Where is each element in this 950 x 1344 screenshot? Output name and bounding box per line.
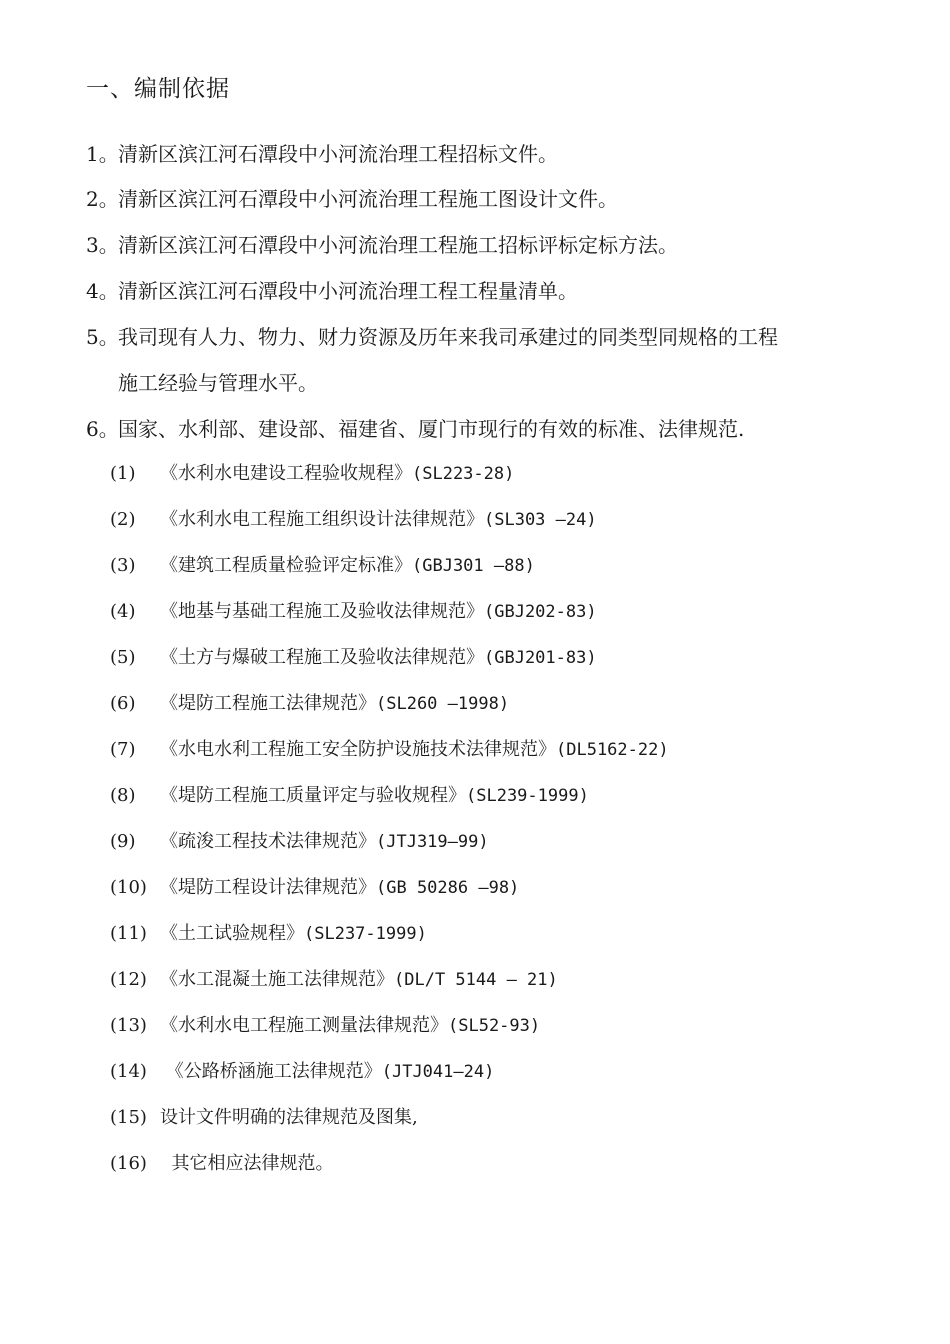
standard-item <box>110 600 597 624</box>
standard-item <box>110 1106 418 1130</box>
basis-item-5 <box>86 324 778 350</box>
standard-code: (JTJ041—24) <box>381 1062 495 1082</box>
item-number: 6。 <box>86 417 119 441</box>
item-number: 4。 <box>86 279 119 303</box>
standard-number: (2) <box>110 509 136 530</box>
standard-item <box>110 1014 540 1038</box>
item-number: 5。 <box>86 325 119 349</box>
standard-number: (9) <box>110 831 136 852</box>
standard-item <box>110 1060 494 1084</box>
standard-number: (6) <box>110 693 136 714</box>
standard-number: (4) <box>110 601 136 622</box>
standard-code: (GB 50286 —98) <box>376 878 520 898</box>
standard-title: 《水工混凝土施工法律规范》 <box>160 969 394 990</box>
item-text: 清新区滨江河石潭段中小河流治理工程施工招标评标定标方法。 <box>118 233 678 257</box>
standard-item <box>110 738 669 762</box>
item-text: 清新区滨江河石潭段中小河流治理工程工程量清单。 <box>118 279 578 303</box>
standard-code: (SL260 —1998) <box>376 694 510 714</box>
basis-item-4 <box>86 278 578 304</box>
standard-code: (GBJ301 —88) <box>412 556 535 576</box>
standard-code: (GBJ201-83) <box>484 648 597 668</box>
standard-item <box>110 830 489 854</box>
standard-number: (3) <box>110 555 136 576</box>
standard-title: 《水利水电工程施工组织设计法律规范》 <box>160 509 484 530</box>
item-number: 3。 <box>86 233 119 257</box>
basis-item-2 <box>86 186 618 212</box>
standard-code: (GBJ202-83) <box>484 602 597 622</box>
item-text: 清新区滨江河石潭段中小河流治理工程施工图设计文件。 <box>118 187 618 211</box>
standard-title: 《堤防工程设计法律规范》 <box>160 877 376 898</box>
standard-item <box>110 876 519 900</box>
standard-title: 《土工试验规程》 <box>160 923 304 944</box>
standard-number: (15) <box>110 1107 147 1128</box>
standard-code: (SL52-93) <box>448 1016 541 1036</box>
basis-item-6 <box>86 416 744 442</box>
standard-title: 其它相应法律规范。 <box>160 1153 334 1174</box>
standard-code: (DL/T 5144 — 21) <box>394 970 558 990</box>
standard-title: 《疏浚工程技术法律规范》 <box>160 831 376 852</box>
standard-item <box>110 462 514 486</box>
standard-number: (8) <box>110 785 136 806</box>
standard-title: 《地基与基础工程施工及验收法律规范》 <box>160 601 484 622</box>
item-number: 1。 <box>86 142 119 166</box>
standard-title: 设计文件明确的法律规范及图集, <box>160 1107 418 1128</box>
standard-item <box>110 922 427 946</box>
standard-item <box>110 968 558 992</box>
item-text: 我司现有人力、物力、财力资源及历年来我司承建过的同类型同规格的工程 <box>118 325 778 349</box>
standard-number: (10) <box>110 877 147 898</box>
standard-number: (1) <box>110 463 136 484</box>
standard-title: 《公路桥涵施工法律规范》 <box>160 1061 382 1082</box>
standard-item <box>110 1152 333 1176</box>
standard-code: (SL237-1999) <box>304 924 427 944</box>
item-text: 国家、水利部、建设部、福建省、厦门市现行的有效的标准、法律规范. <box>118 417 745 441</box>
standard-item <box>110 508 597 532</box>
standard-title: 《堤防工程施工质量评定与验收规程》 <box>160 785 466 806</box>
standard-code: (SL223-28) <box>412 464 515 484</box>
basis-item-1 <box>86 141 558 167</box>
standard-number: (12) <box>110 969 147 990</box>
standard-item <box>110 692 509 716</box>
item-number: 2。 <box>86 187 119 211</box>
item-text: 清新区滨江河石潭段中小河流治理工程招标文件。 <box>118 142 558 166</box>
standard-title: 《水利水电建设工程验收规程》 <box>160 463 412 484</box>
standard-title: 《堤防工程施工法律规范》 <box>160 693 376 714</box>
section-heading: 一、编制依据 <box>86 76 230 102</box>
standard-number: (11) <box>110 923 147 944</box>
basis-item-5-continued: 施工经验与管理水平。 <box>118 371 318 395</box>
standard-code: (JTJ319—99) <box>376 832 489 852</box>
standard-title: 《水电水利工程施工安全防护设施技术法律规范》 <box>160 739 556 760</box>
standard-item <box>110 554 535 578</box>
standard-code: (DL5162-22) <box>556 740 669 760</box>
standard-code: (SL239-1999) <box>466 786 589 806</box>
standard-title: 《土方与爆破工程施工及验收法律规范》 <box>160 647 484 668</box>
standard-number: (7) <box>110 739 136 760</box>
standard-item <box>110 784 589 808</box>
standard-number: (16) <box>110 1153 147 1174</box>
standard-item <box>110 646 597 670</box>
standard-title: 《水利水电工程施工测量法律规范》 <box>160 1015 448 1036</box>
standard-number: (14) <box>110 1061 147 1082</box>
standard-number: (5) <box>110 647 136 668</box>
standard-title: 《建筑工程质量检验评定标准》 <box>160 555 412 576</box>
standard-code: (SL303 —24) <box>484 510 597 530</box>
standard-number: (13) <box>110 1015 147 1036</box>
basis-item-3 <box>86 232 678 258</box>
